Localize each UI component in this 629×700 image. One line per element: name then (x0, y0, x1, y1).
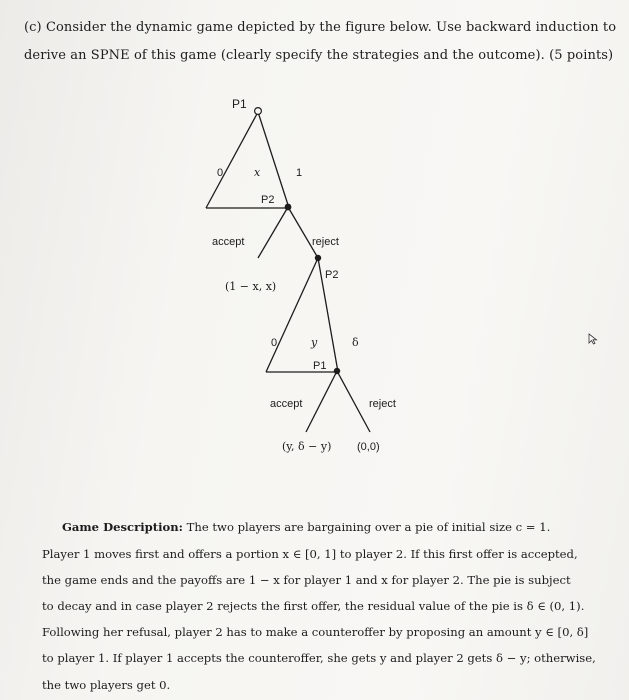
reject1-label: reject (312, 236, 339, 248)
tree-edge-reject1 (288, 207, 318, 258)
description-line-2: Player 1 moves first and offers a portion x ∈ [0, 1] to player 2. If this first offer is accepted, (42, 547, 578, 561)
p1-node-label: P1 (313, 360, 327, 372)
question-line-1: (c) Consider the dynamic game depicted by the figure below. Use backward induction to (24, 20, 617, 35)
description-line-4: to decay and in case player 2 rejects the first offer, the residual value of the pie is δ ∈ (0, 1). (42, 599, 585, 613)
offer-var-label: x (254, 166, 261, 179)
description-line-6: to player 1. If player 1 accepts the counteroffer, she gets y and player 2 gets δ − y; otherwise, (42, 651, 596, 665)
tree-edge-accept2 (306, 371, 337, 432)
tree-edge-accept1 (258, 207, 288, 258)
accept2-label: accept (270, 398, 303, 410)
description-line-5: Following her refusal, player 2 has to make a counteroffer by proposing an amount y ∈ [0, δ] (42, 625, 589, 639)
p2-node-label: P2 (261, 194, 275, 206)
description-line-3: the game ends and the payoffs are 1 − x for player 1 and x for player 2. The pie is subject (42, 573, 571, 587)
tree-edge-p1-left (206, 112, 258, 208)
offer-high-label: 1 (296, 167, 303, 179)
mouse-cursor-icon (588, 333, 598, 348)
description-line-1 (62, 520, 550, 534)
payoff3-label: (0,0) (357, 441, 380, 453)
p1-root-node (255, 108, 262, 115)
payoff2-label: (y, δ − y) (282, 440, 332, 453)
description-line-7: the two players get 0. (42, 678, 171, 692)
counter-var-label: y (311, 336, 318, 349)
accept1-label: accept (212, 236, 245, 248)
description-heading: Game Description: (62, 520, 183, 534)
p2-counter-label: P2 (325, 269, 339, 281)
counter-low-label: 0 (271, 337, 278, 349)
counter-high-label: δ (352, 336, 359, 349)
offer-low-label: 0 (217, 167, 224, 179)
description-line-1-text: The two players are bargaining over a pie of initial size c = 1. (182, 520, 551, 534)
p1-root-label: P1 (232, 97, 247, 111)
tree-edge-reject2 (337, 371, 370, 432)
question-line-2: derive an SPNE of this game (clearly specify the strategies and the outcome). (5 points) (24, 48, 614, 63)
reject2-label: reject (369, 398, 396, 410)
tree-edge-p2-left (266, 258, 318, 372)
payoff1-label: (1 − x, x) (225, 280, 277, 293)
